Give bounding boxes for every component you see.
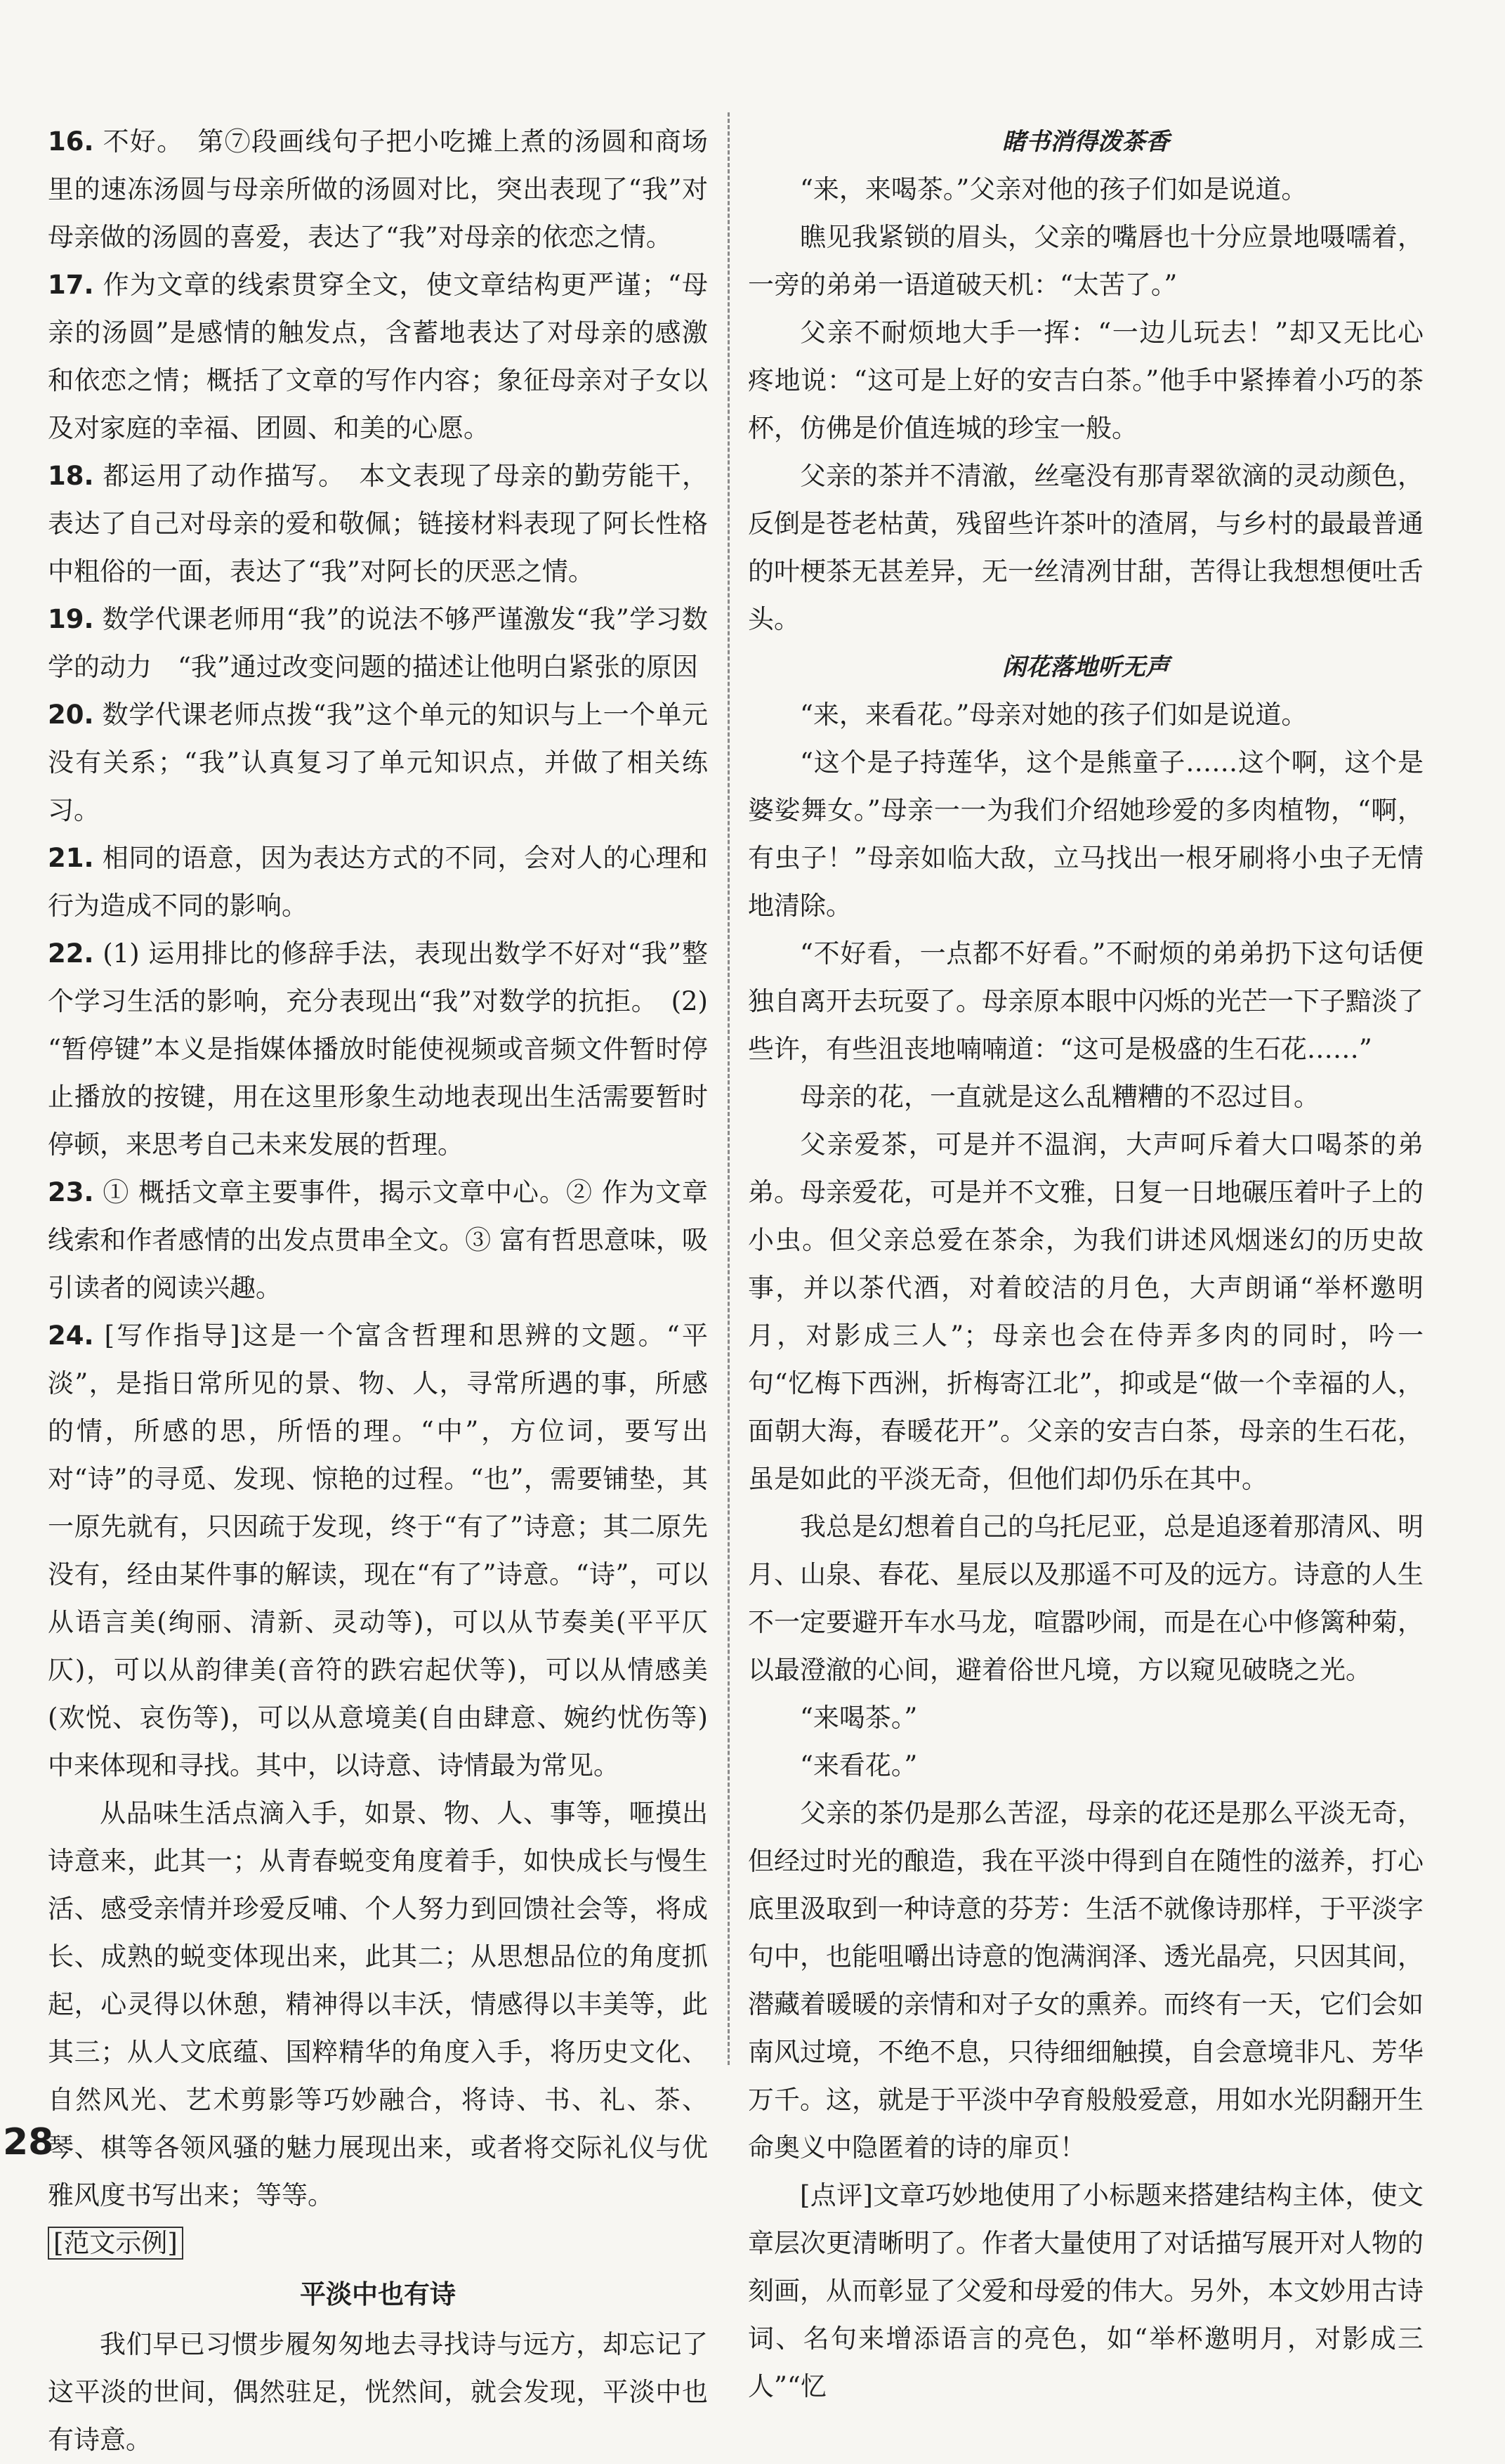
guide-paragraph: 从品味生活点滴入手，如景、物、人、事等，咂摸出诗意来，此其一；从青春蜕变角度着手，如快成长与慢生活、感受亲情并珍爱反哺、个人努力到回馈社会等，将成长、成熟的蜕变体现出来，此其二；从思想品位的角度抓起，心灵得以休憩，精神得以丰沃，情感得以丰美等，此其三；从人文底蕴、国粹精华的角度入手，将历史文化、自然风光、艺术剪影等巧妙融合，将诗、书、礼、茶、琴、棋等各领风骚的魅力展现出来，或者将交际礼仪与优雅风度书写出来；等等。 (48, 1798, 708, 2210)
answer-text: 数学代课老师用“我”的说法不够严谨激发“我”学习数学的动力 “我”通过改变问题的描述让他明白紧张的原因 (48, 604, 708, 682)
essay-paragraph: 我们早已习惯步履匆匆地去寻找诗与远方，却忘记了这平淡的世间，偶然驻足，恍然间，就会发现，平淡中也有诗意。 (48, 2329, 708, 2455)
essay-paragraph: “来喝茶。” (800, 1703, 918, 1733)
answer-text: 作为文章的线索贯穿全文，使文章结构更严谨；“母亲的汤圆”是感情的触发点，含蓄地表达了对母亲的感激和依恋之情；概括了文章的写作内容；象征母亲对子女以及对家庭的幸福、团圆、和美的心愿。 (48, 270, 708, 443)
answer-22 (48, 930, 708, 1169)
answer-number: 24. (48, 1321, 94, 1351)
answer-17 (48, 261, 708, 452)
essay-paragraph: “来，来看花。”母亲对她的孩子们如是说道。 (800, 700, 1308, 730)
answer-number: 19. (48, 604, 94, 634)
essay-paragraph: 父亲不耐烦地大手一挥：“一边儿玩去！”却又无比心疼地说：“这可是上好的安吉白茶。”他手中紧捧着小巧的茶杯，仿佛是价值连城的珍宝一般。 (748, 317, 1424, 443)
answer-number: 17. (48, 270, 94, 300)
essay-paragraph: 母亲的花，一直就是这么乱糟糟的不忍过目。 (800, 1082, 1320, 1112)
answer-number: 18. (48, 461, 94, 491)
answer-text: 这是一个富含哲理和思辨的文题。“平淡”，是指日常所见的景、物、人，寻常所遇的事，所感的情，所感的思，所悟的理。“中”，方位词，要写出对“诗”的寻觅、发现、惊艳的过程。“也”，需要铺垫，其一原先就有，只因疏于发现，终于“有了”诗意；其二原先没有，经由某件事的解读，现在“有了”诗意。“诗”，可以从语言美(绚丽、清新、灵动等)，可以从节奏美(平平仄仄)，可以从韵律美(音符的跌宕起伏等)，可以从情感美(欢悦、哀伤等)，可以从意境美(自由肆意、婉约忧伤等)中来体现和寻找。其中，以诗意、诗情最为常见。 (48, 1321, 709, 1781)
comment-tag: [点评] (800, 2180, 873, 2210)
model-essay-label (48, 2220, 708, 2267)
answer-number: 21. (48, 843, 94, 873)
essay-paragraph: 父亲爱茶，可是并不温润，大声呵斥着大口喝茶的弟弟。母亲爱花，可是并不文雅，日复一日地碾压着叶子上的小虫。但父亲总爱在茶余，为我们讲述风烟迷幻的历史故事，并以茶代酒，对着皎洁的月色，大声朗诵“举杯邀明月，对影成三人”；母亲也会在侍弄多肉的同时，吟一句“忆梅下西洲，折梅寄江北”，抑或是“做一个幸福的人，面朝大海，春暖花开”。父亲的安吉白茶，母亲的生石花，虽是如此的平淡无奇，但他们却仍乐在其中。 (748, 1129, 1424, 1494)
answer-20 (48, 691, 708, 834)
column-divider (728, 112, 730, 2065)
comment-paragraph (748, 2172, 1424, 2411)
answer-16 (48, 118, 708, 261)
answer-23 (48, 1169, 708, 1312)
right-column (748, 118, 1424, 2411)
answer-text: 都运用了动作描写。 本文表现了母亲的勤劳能干，表达了自己对母亲的爱和敬佩；链接材料表现了阿长性格中粗俗的一面，表达了“我”对阿长的厌恶之情。 (48, 461, 708, 586)
essay-paragraph: “来看花。” (800, 1750, 918, 1781)
answer-number: 16. (48, 126, 94, 157)
answer-text: 数学代课老师点拨“我”这个单元的知识与上一个单元没有关系；“我”认真复习了单元知识点，并做了相关练习。 (48, 700, 708, 825)
essay-paragraph: “来，来喝茶。”父亲对他的孩子们如是说道。 (800, 174, 1308, 204)
essay-subtitle-flower: 闲花落地听无声 (1002, 653, 1169, 681)
essay-paragraph: “这个是子持莲华，这个是熊童子……这个啊，这个是婆娑舞女。”母亲一一为我们介绍她珍爱的多肉植物，“啊，有虫子！”母亲如临大敌，立马找出一根牙刷将小虫子无情地清除。 (748, 747, 1424, 921)
comment-text: 文章巧妙地使用了小标题来搭建结构主体，使文章层次更清晰明了。作者大量使用了对话描写展开对人物的刻画，从而彰显了父爱和母爱的伟大。另外，本文妙用古诗词、名句来增添语言的亮色，如“举杯邀明月，对影成三人”“忆 (748, 2180, 1424, 2401)
model-essay-tag: [范文示例] (48, 2227, 183, 2260)
writing-guide-tag: [写作指导] (104, 1321, 240, 1351)
answer-number: 22. (48, 938, 94, 969)
left-column (48, 118, 708, 2464)
essay-subtitle-tea: 睹书消得泼茶香 (1002, 128, 1169, 156)
essay-paragraph: 我总是幻想着自己的乌托尼亚，总是追逐着那清风、明月、山泉、春花、星辰以及那遥不可及的远方。诗意的人生不一定要避开车水马龙，喧嚣吵闹，而是在心中修篱种菊，以最澄澈的心间，避着俗世凡境，方以窥见破晓之光。 (748, 1512, 1424, 1685)
answer-18 (48, 452, 708, 596)
essay-paragraph: 父亲的茶并不清澈，丝毫没有那青翠欲滴的灵动颜色，反倒是苍老枯黄，残留些许茶叶的渣屑，与乡村的最最普通的叶梗茶无甚差异，无一丝清冽甘甜，苦得让我想想便吐舌头。 (748, 461, 1424, 634)
answer-19 (48, 596, 708, 691)
answer-number: 23. (48, 1177, 94, 1207)
answer-text: 相同的语意，因为表达方式的不同，会对人的心理和行为造成不同的影响。 (48, 843, 709, 921)
answer-text: ① 概括文章主要事件，揭示文章中心。② 作为文章线索和作者感情的出发点贯串全文。③ 富有哲思意味，吸引读者的阅读兴趣。 (48, 1177, 708, 1303)
answer-text: (1) 运用排比的修辞手法，表现出数学不好对“我”整个学习生活的影响，充分表现出“我”对数学的抗拒。 (2) “暂停键”本义是指媒体播放时能使视频或音频文件暂时停止播放的按键，用在这里形象生动地表现出生活需要暂时停顿，来思考自己未来发展的哲理。 (48, 938, 708, 1160)
answer-text: 不好。 第⑦段画线句子把小吃摊上煮的汤圆和商场里的速冻汤圆与母亲所做的汤圆对比，突出表现了“我”对母亲做的汤圆的喜爱，表达了“我”对母亲的依恋之情。 (48, 126, 708, 252)
answer-24 (48, 1312, 708, 1790)
essay-title: 平淡中也有诗 (300, 2279, 456, 2309)
essay-paragraph: 瞧见我紧锁的眉头，父亲的嘴唇也十分应景地嗫嚅着，一旁的弟弟一语道破天机：“太苦了。” (748, 222, 1424, 300)
answer-21 (48, 834, 708, 930)
page-number: 28 (3, 2121, 54, 2163)
essay-paragraph: “不好看，一点都不好看。”不耐烦的弟弟扔下这句话便独自离开去玩耍了。母亲原本眼中闪烁的光芒一下子黯淡了些许，有些沮丧地喃喃道：“这可是极盛的生石花……” (748, 938, 1424, 1064)
answer-number: 20. (48, 700, 94, 730)
essay-paragraph: 父亲的茶仍是那么苦涩，母亲的花还是那么平淡无奇，但经过时光的酿造，我在平淡中得到自在随性的滋养，打心底里汲取到一种诗意的芬芳：生活不就像诗那样，于平淡字句中，也能咀嚼出诗意的饱满润泽、透光晶亮，只因其间，潜藏着暖暖的亲情和对子女的熏养。而终有一天，它们会如南风过境，不绝不息，只待细细触摸，自会意境非凡、芳华万千。这，就是于平淡中孕育般般爱意，用如水光阴翻开生命奥义中隐匿着的诗的扉页！ (748, 1798, 1424, 2163)
